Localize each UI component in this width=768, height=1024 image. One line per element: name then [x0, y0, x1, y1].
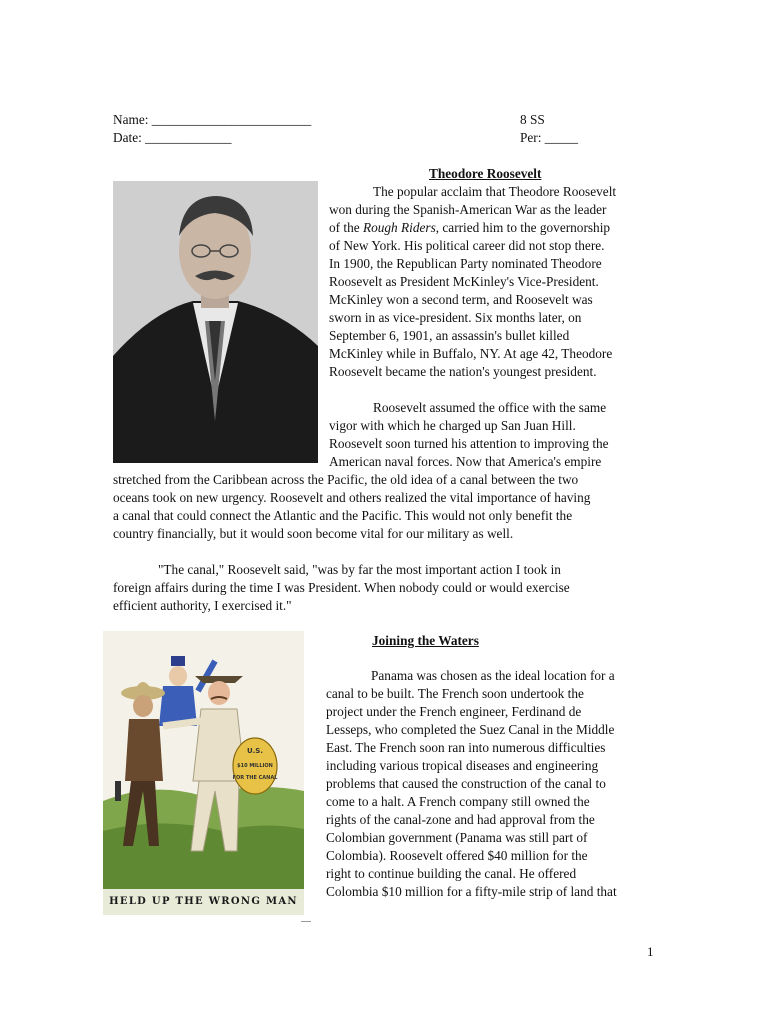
- para2-line: country financially, but it would soon become vital for our military as well.: [113, 526, 514, 541]
- para3-line: East. The French soon ran into numerous difficulties: [326, 740, 606, 755]
- para1-line: won during the Spanish-American War as the leader: [329, 202, 607, 217]
- para3-line: rights of the canal-zone and had approval from the: [326, 812, 595, 827]
- para3-line: come to a halt. A French company still owned the: [326, 794, 590, 809]
- para1-line: Roosevelt as President McKinley's Vice-President.: [329, 274, 599, 289]
- quote-line: efficient authority, I exercised it.": [113, 598, 292, 613]
- para3-line: Colombian government (Panama was still part of: [326, 830, 588, 845]
- para1-line: The popular acclaim that Theodore Roosevelt: [373, 184, 617, 199]
- para2-line: Roosevelt assumed the office with the same: [373, 400, 607, 415]
- bag-label-amount: $10 MILLION: [237, 763, 273, 769]
- para3-line: problems that caused the construction of the canal to: [326, 776, 606, 791]
- date-field-label: Date: _____________: [113, 130, 232, 145]
- para3-line: including various tropical diseases and engineering: [326, 758, 599, 773]
- para3-line: Colombia). Roosevelt offered $40 million for the: [326, 848, 588, 863]
- para1-line: sworn in as vice-president. Six months later, on: [329, 310, 582, 325]
- para1-line: McKinley while in Buffalo, NY. At age 42, Theodore: [329, 346, 613, 361]
- para1-line: [329, 219, 610, 237]
- quote-line: "The canal," Roosevelt said, "was by far the most important action I took in: [158, 562, 561, 577]
- para2-line: vigor with which he charged up San Juan Hill.: [329, 418, 576, 433]
- para2-line: American naval forces. Now that America's empire: [329, 454, 602, 469]
- para1-line: of New York. His political career did not stop there.: [329, 238, 605, 253]
- para1-line: McKinley won a second term, and Roosevelt was: [329, 292, 593, 307]
- para3-line: Panama was chosen as the ideal location for a: [371, 668, 615, 683]
- section-title-joining-waters: Joining the Waters: [372, 633, 479, 648]
- para3-line: project under the French engineer, Ferdinand de: [326, 704, 582, 719]
- para1-line: Roosevelt became the nation's youngest president.: [329, 364, 597, 379]
- para3-line: canal to be built. The French soon undertook the: [326, 686, 584, 701]
- para3-line: right to continue building the canal. He offered: [326, 866, 577, 881]
- para3-line: Colombia $10 million for a fifty-mile strip of land that: [326, 884, 617, 899]
- para2-line: Roosevelt soon turned his attention to improving the: [329, 436, 609, 451]
- period-field-label: Per: _____: [520, 130, 578, 145]
- para1-text: of the: [329, 220, 363, 235]
- cartoon-caption: HELD UP THE WRONG MAN: [103, 889, 304, 915]
- section-title-roosevelt: Theodore Roosevelt: [429, 166, 542, 181]
- bag-label-us: U.S.: [246, 747, 264, 755]
- para1-line: September 6, 1901, an assassin's bullet killed: [329, 328, 570, 343]
- political-cartoon-image: [103, 631, 304, 915]
- page-number: 1: [647, 944, 654, 959]
- roosevelt-portrait-photo: [113, 181, 318, 463]
- para3-line: Lesseps, who completed the Suez Canal in the Middle: [326, 722, 615, 737]
- para1-text: , carried him to the governorship: [435, 220, 611, 235]
- class-label: 8 SS: [520, 112, 545, 127]
- quote-line: foreign affairs during the time I was President. When nobody could or would exercise: [113, 580, 570, 595]
- para2-line: a canal that could connect the Atlantic and the Pacific. This would not only benefit the: [113, 508, 573, 523]
- name-field-label: Name: ________________________: [113, 112, 312, 127]
- para2-line: oceans took on new urgency. Roosevelt and others realized the vital importance of having: [113, 490, 591, 505]
- bag-label-canal: FOR THE CANAL: [232, 775, 278, 781]
- para1-line: In 1900, the Republican Party nominated Theodore: [329, 256, 602, 271]
- rough-riders-italic: Rough Riders: [362, 220, 436, 235]
- para2-line: stretched from the Caribbean across the Pacific, the old idea of a canal between the two: [113, 472, 579, 487]
- divider-mark: [301, 921, 311, 922]
